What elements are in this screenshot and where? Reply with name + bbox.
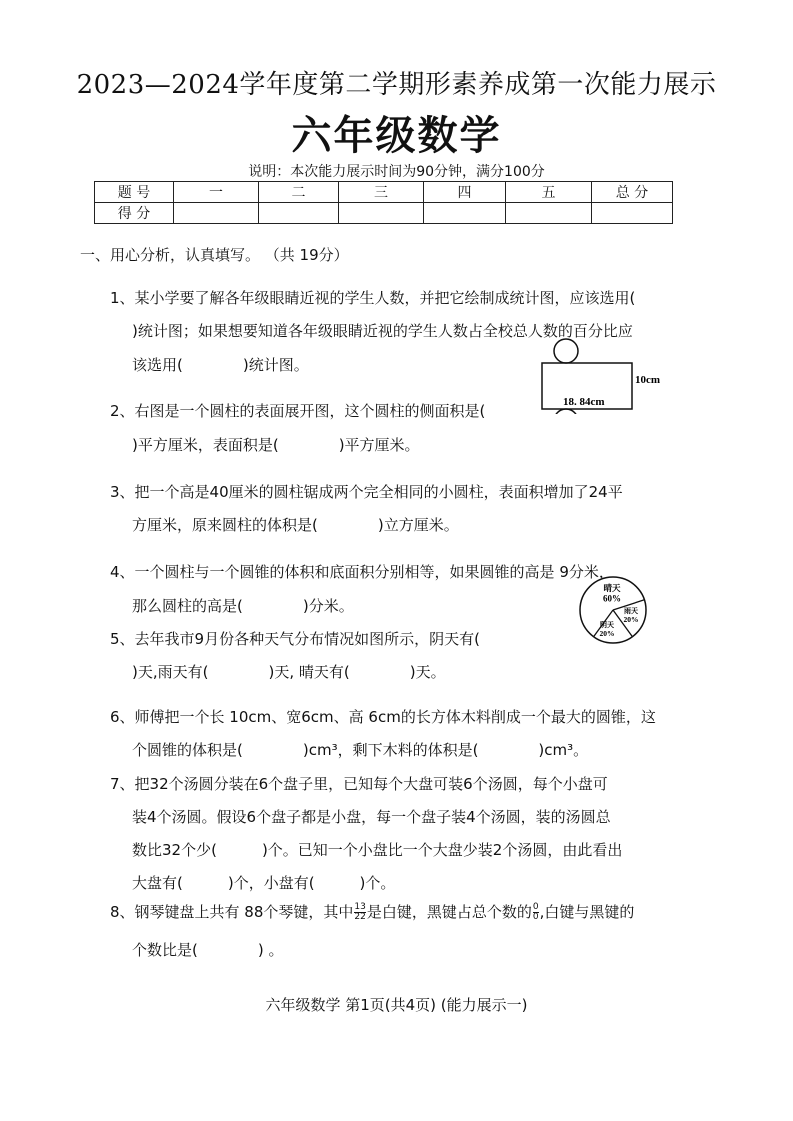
score-row-label: 得 分: [95, 203, 174, 224]
q8-fraction-white: [354, 903, 365, 922]
score-input-total[interactable]: [592, 203, 673, 224]
score-cell-total: 总 分: [592, 182, 673, 203]
q8-line1: [110, 901, 634, 922]
q8-frac2-numerator: 0: [532, 902, 539, 912]
score-table-score-row: [95, 203, 673, 224]
q8-fraction-black: [533, 903, 539, 922]
score-input-2[interactable]: [259, 203, 339, 224]
score-cell-label: 题 号: [95, 182, 174, 203]
score-input-4[interactable]: [424, 203, 506, 224]
q7-line3: 数比32个少( )个。已知一个小盘比一个大盘少装2个汤圆，由此看出: [132, 841, 623, 859]
subject-title: 六年级数学: [291, 112, 502, 159]
q2-line1: 2、右图是一个圆柱的表面展开图，这个圆柱的侧面积是(: [110, 402, 486, 420]
q8-text-a: 8、钢琴键盘上共有 88个琴键，其中: [110, 903, 354, 921]
q1-line3: 该选用( )统计图。: [132, 356, 309, 374]
q5-line2: )天,雨天有( )天, 晴天有( )天。: [132, 663, 446, 681]
score-table-header-row: [95, 182, 673, 203]
pie-slice-percent: 60%: [603, 593, 621, 604]
exam-title: 2023—2024学年度第二学期形素养成第一次能力展示: [76, 70, 717, 100]
pie-slice-percent: 20%: [599, 629, 615, 638]
section-title: 一、用心分析，认真填写。 （共 19分）: [80, 246, 349, 264]
q6-line2: 个圆锥的体积是( )cm³，剩下木料的体积是( )cm³。: [132, 741, 589, 759]
score-table: [94, 181, 673, 224]
q1-line1: 1、某小学要了解各年级眼睛近视的学生人数，并把它绘制成统计图，应该选用(: [110, 289, 636, 307]
q1-line2: )统计图；如果想要知道各年级眼睛近视的学生人数占全校总人数的百分比应: [132, 322, 633, 340]
cylinder-top-circle: [554, 339, 578, 363]
q8-frac2-denominator: 0: [532, 912, 539, 922]
q8-frac1-numerator: 13: [354, 902, 366, 912]
pie-slice-name: 阴天: [600, 621, 614, 629]
q6-line1: 6、师傅把一个长 10cm、宽6cm、高 6cm的长方体木料削成一个最大的圆锥，这: [110, 708, 656, 726]
score-cell-1: 一: [174, 182, 259, 203]
score-cell-2: 二: [259, 182, 339, 203]
page-footer: 六年级数学 第1页(共4页) (能力展示一): [265, 996, 528, 1014]
weather-pie-chart: [572, 574, 654, 646]
q8-text-c: ,白键与黑键的: [539, 903, 635, 921]
q2-line2: )平方厘米，表面积是( )平方厘米。: [132, 436, 420, 454]
q3-line2: 方厘米，原来圆柱的体积是( )立方厘米。: [132, 516, 459, 534]
q4-line1: 4、一个圆柱与一个圆锥的体积和底面积分别相等，如果圆锥的高是 9分米，: [110, 563, 614, 581]
score-input-1[interactable]: [174, 203, 259, 224]
q5-line1: 5、去年我市9月份各种天气分布情况如图所示，阴天有(: [110, 630, 480, 648]
score-input-5[interactable]: [506, 203, 592, 224]
pie-slice-percent: 20%: [623, 615, 639, 624]
score-cell-4: 四: [424, 182, 506, 203]
pie-slice-name: 晴天: [603, 584, 621, 594]
exam-note: 说明：本次能力展示时间为90分钟，满分100分: [248, 164, 545, 180]
q8-text-b: 是白键，黑键占总个数的: [366, 903, 532, 921]
score-input-3[interactable]: [339, 203, 424, 224]
pie-slice-name: 雨天: [624, 607, 638, 615]
cylinder-height-label: 10cm: [635, 374, 661, 386]
score-cell-3: 三: [339, 182, 424, 203]
q7-line2: 装4个汤圆。假设6个盘子都是小盘，每一个盘子装4个汤圆，装的汤圆总: [132, 808, 611, 826]
q4-line2: 那么圆柱的高是( )分米。: [132, 597, 354, 615]
cylinder-width-label: 18. 84cm: [563, 396, 605, 408]
q7-line1: 7、把32个汤圆分装在6个盘子里，已知每个大盘可装6个汤圆，每个小盘可: [110, 775, 608, 793]
q7-line4: 大盘有( )个，小盘有( )个。: [132, 874, 396, 892]
q3-line1: 3、把一个高是40厘米的圆柱锯成两个完全相同的小圆柱，表面积增加了24平: [110, 483, 623, 501]
q8-frac1-denominator: 22: [354, 912, 366, 922]
q8-line2: 个数比是( ) 。: [132, 941, 284, 959]
score-cell-5: 五: [506, 182, 592, 203]
cylinder-net-figure: [535, 336, 675, 414]
